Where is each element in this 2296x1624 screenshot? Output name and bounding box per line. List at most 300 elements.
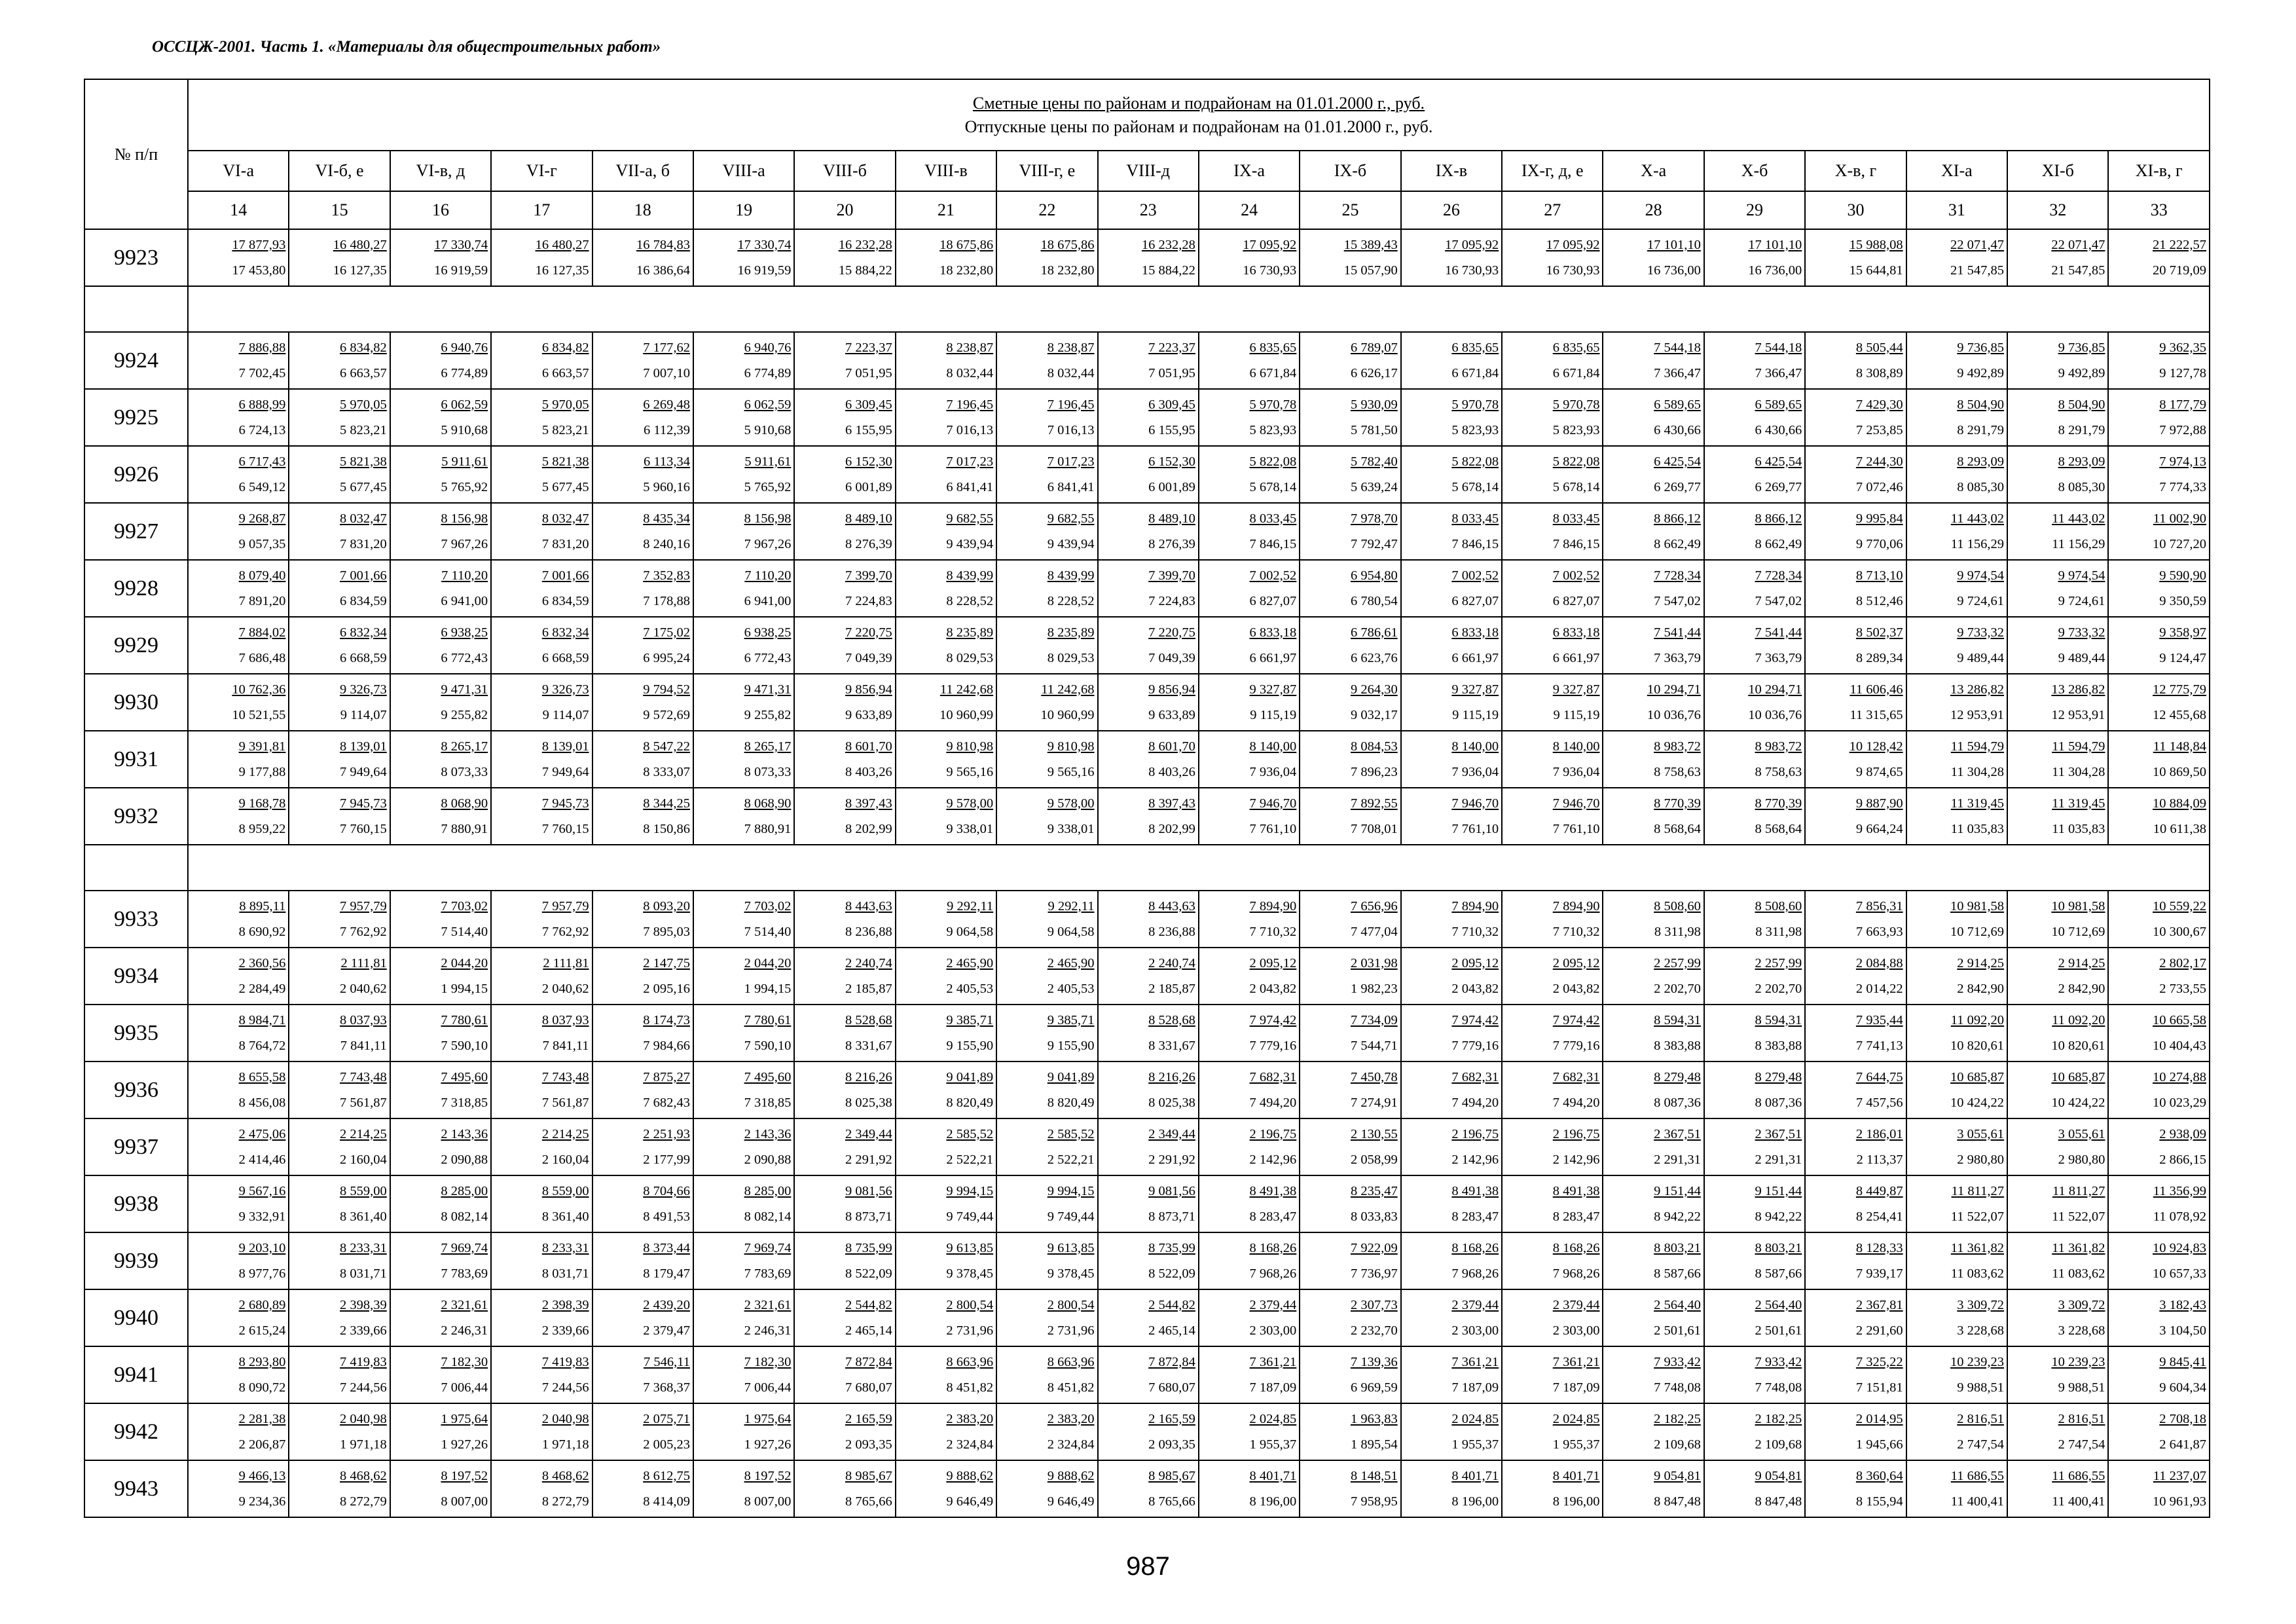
release-price: 10 424,22 [1950,1095,2005,1110]
price-cell [1098,948,1199,1005]
release-price: 9 646,49 [946,1494,994,1509]
estimated-price: 9 887,90 [1855,796,1903,811]
release-price: 2 291,31 [1654,1152,1701,1167]
release-price: 7 366,47 [1654,365,1701,380]
price-cell [896,1403,996,1460]
release-price: 7 967,26 [744,536,792,551]
price-cell [1906,229,2007,286]
release-price: 9 177,88 [238,764,286,779]
release-price: 7 072,46 [1855,479,1903,494]
price-cell [390,1346,491,1403]
estimated-price: 8 601,70 [1148,739,1195,754]
release-price: 7 936,04 [1451,764,1499,779]
estimated-price: 2 475,06 [238,1126,286,1141]
release-price: 16 386,64 [636,263,690,278]
release-price: 10 424,22 [2051,1095,2105,1110]
estimated-price: 2 544,82 [845,1297,892,1312]
price-cell [390,948,491,1005]
price-cell [188,891,289,948]
estimated-price: 10 762,36 [232,682,286,697]
estimated-price: 2 095,12 [1552,955,1600,970]
table-row [84,1118,2210,1175]
estimated-price: 5 821,38 [541,454,589,469]
release-price: 7 972,88 [2159,422,2206,437]
estimated-price: 6 789,07 [1350,340,1398,355]
release-price: 10 960,99 [1040,707,1095,722]
release-price: 8 179,47 [643,1266,690,1281]
estimated-price: 7 220,75 [845,625,892,640]
estimated-price: 8 439,99 [946,568,994,583]
estimated-price: 2 914,25 [1957,955,2005,970]
estimated-price: 6 834,82 [340,340,387,355]
price-cell [1502,948,1603,1005]
estimated-price: 8 148,51 [1350,1468,1398,1483]
estimated-price: 7 139,36 [1350,1354,1398,1369]
price-cell [289,560,390,617]
release-price: 6 430,66 [1755,422,1802,437]
estimated-price: 8 663,96 [946,1354,994,1369]
price-cell [390,1118,491,1175]
release-price: 8 587,66 [1654,1266,1701,1281]
release-price: 9 115,19 [1553,707,1600,722]
price-cell [2007,503,2108,560]
price-cell [2108,560,2210,617]
estimated-price: 9 794,52 [643,682,690,697]
release-price: 10 712,69 [1950,924,2005,939]
price-cell [1805,1346,1906,1403]
price-cell [1300,332,1400,389]
release-price: 5 823,93 [1249,422,1297,437]
price-cell [289,788,390,845]
estimated-price: 7 541,44 [1654,625,1701,640]
price-cell [1401,1061,1502,1118]
estimated-price: 6 940,76 [441,340,488,355]
estimated-price: 2 914,25 [2058,955,2105,970]
estimated-price: 8 594,31 [1755,1012,1802,1027]
estimated-price: 8 528,68 [1148,1012,1195,1027]
release-price: 15 884,22 [1141,263,1195,278]
price-cell [1098,389,1199,446]
release-price: 5 678,14 [1249,479,1297,494]
estimated-price: 8 401,71 [1451,1468,1499,1483]
release-price: 7 779,16 [1249,1038,1297,1053]
price-cell [390,229,491,286]
price-cell [1704,229,1805,286]
release-price: 8 403,26 [1148,764,1195,779]
estimated-price: 2 251,93 [643,1126,690,1141]
release-price: 2 142,96 [1249,1152,1297,1167]
estimated-price: 9 054,81 [1755,1468,1802,1483]
price-cell [1199,1061,1300,1118]
release-price: 2 303,00 [1552,1323,1600,1338]
release-price: 2 303,00 [1249,1323,1297,1338]
release-price: 9 664,24 [1855,821,1903,836]
release-price: 8 451,82 [946,1380,994,1395]
price-cell [794,1232,895,1289]
release-price: 7 477,04 [1350,924,1398,939]
price-cell [794,1403,895,1460]
column-number: 29 [1704,191,1805,229]
estimated-price: 5 911,61 [744,454,792,469]
release-price: 11 156,29 [2052,536,2105,551]
price-cell [1805,731,1906,788]
price-cell [1300,1460,1400,1517]
release-price: 10 611,38 [2153,821,2206,836]
estimated-price: 9 810,98 [1047,739,1095,754]
price-cell [2108,674,2210,731]
release-price: 9 724,61 [2058,593,2105,608]
estimated-price: 7 182,30 [441,1354,488,1369]
release-price: 2 113,37 [1856,1152,1903,1167]
estimated-price: 8 197,52 [744,1468,792,1483]
estimated-price: 9 856,94 [845,682,892,697]
price-cell [1199,332,1300,389]
price-cell [390,332,491,389]
estimated-price: 9 268,87 [238,511,286,526]
price-cell [1603,1061,1704,1118]
estimated-price: 7 872,84 [1148,1354,1195,1369]
estimated-price: 2 379,44 [1249,1297,1297,1312]
price-cell [996,674,1097,731]
estimated-price: 1 963,83 [1350,1411,1398,1426]
price-cell [896,503,996,560]
estimated-price: 11 594,79 [1950,739,2005,754]
price-cell [2007,731,2108,788]
release-price: 2 747,54 [1957,1437,2005,1452]
release-price: 6 155,95 [1148,422,1195,437]
price-cell [1098,891,1199,948]
estimated-price: 8 139,01 [340,739,387,754]
price-cell [1199,788,1300,845]
release-price: 10 036,76 [1647,707,1701,722]
estimated-price: 2 095,12 [1249,955,1297,970]
release-price: 2 465,14 [845,1323,892,1338]
release-price: 7 760,15 [541,821,589,836]
price-cell [1098,674,1199,731]
region-header: XI-а [1906,151,2007,191]
price-cell [1805,332,1906,389]
estimated-price: 8 140,00 [1451,739,1499,754]
estimated-price: 9 292,11 [947,898,994,913]
price-cell [188,1232,289,1289]
estimated-price: 7 933,42 [1654,1354,1701,1369]
estimated-price: 8 489,10 [1148,511,1195,526]
estimated-price: 8 285,00 [744,1183,792,1198]
release-price: 11 083,62 [2052,1266,2105,1281]
estimated-price: 2 281,38 [238,1411,286,1426]
release-price: 2 414,46 [238,1152,286,1167]
estimated-price: 2 383,20 [946,1411,994,1426]
estimated-price: 2 465,90 [1047,955,1095,970]
price-cell [491,731,592,788]
price-cell [289,1005,390,1061]
table-row [84,788,2210,845]
estimated-price: 10 981,58 [1950,898,2005,913]
release-price: 7 151,81 [1855,1380,1903,1395]
price-cell [1603,788,1704,845]
price-cell [1805,948,1906,1005]
price-cell [491,1403,592,1460]
release-price: 9 064,58 [946,924,994,939]
estimated-price: 7 001,66 [541,568,589,583]
price-cell [2007,1346,2108,1403]
row-number: 9934 [84,948,188,1005]
release-price: 8 276,39 [1148,536,1195,551]
price-cell [996,503,1097,560]
estimated-price: 6 425,54 [1654,454,1701,469]
release-price: 6 671,84 [1249,365,1297,380]
estimated-price: 9 327,87 [1249,682,1297,697]
price-cell [1300,891,1400,948]
release-price: 7 494,20 [1451,1095,1499,1110]
release-price: 7 049,39 [845,650,892,665]
release-price: 2 980,80 [1957,1152,2005,1167]
estimated-price: 8 293,09 [2058,454,2105,469]
price-cell [289,389,390,446]
price-cell [896,731,996,788]
release-price: 9 127,78 [2159,365,2206,380]
price-cell [390,389,491,446]
estimated-price: 8 504,90 [1957,397,2005,412]
release-price: 2 291,92 [1148,1152,1195,1167]
release-price: 10 820,61 [1950,1038,2005,1053]
price-cell [1603,891,1704,948]
release-price: 7 710,32 [1451,924,1499,939]
estimated-price: 17 095,92 [1243,237,1297,252]
price-cell [188,1289,289,1346]
release-price: 6 155,95 [845,422,892,437]
price-cell [1906,503,2007,560]
estimated-price: 6 062,59 [744,397,792,412]
price-cell [1704,891,1805,948]
price-cell [390,1289,491,1346]
estimated-price: 2 564,40 [1654,1297,1701,1312]
table-row [84,891,2210,948]
estimated-price: 9 613,85 [1047,1240,1095,1255]
price-cell [1199,1346,1300,1403]
estimated-price: 8 068,90 [744,796,792,811]
release-price: 6 112,39 [643,422,690,437]
price-cell [1603,229,1704,286]
estimated-price: 3 309,72 [2058,1297,2105,1312]
price-cell [592,229,693,286]
estimated-price: 2 379,44 [1451,1297,1499,1312]
release-price: 10 869,50 [2153,764,2206,779]
release-price: 7 016,13 [1047,422,1095,437]
price-cell [1805,617,1906,674]
row-number: 9926 [84,446,188,503]
price-cell [1805,1118,1906,1175]
estimated-price: 6 113,34 [643,454,690,469]
estimated-price: 9 326,73 [340,682,387,697]
estimated-price: 21 222,57 [2153,237,2206,252]
price-cell [1906,617,2007,674]
release-price: 16 919,59 [434,263,488,278]
estimated-price: 2 196,75 [1249,1126,1297,1141]
release-price: 2 339,66 [541,1323,589,1338]
price-cell [693,1232,794,1289]
estimated-price: 11 811,27 [2052,1183,2105,1198]
table-row [84,617,2210,674]
estimated-price: 7 182,30 [744,1354,792,1369]
price-cell [2108,1346,2210,1403]
estimated-price: 8 279,48 [1654,1069,1701,1084]
release-price: 8 283,47 [1451,1209,1499,1224]
release-price: 9 633,89 [1148,707,1195,722]
price-cell [188,948,289,1005]
price-cell [996,1289,1097,1346]
estimated-price: 8 401,71 [1249,1468,1297,1483]
release-price: 9 115,19 [1452,707,1499,722]
price-cell [996,1118,1097,1175]
release-price-header: Отпускные цены по районам и подрайонам на 01.01.2000 г., руб. [964,117,1433,136]
release-price: 2 177,99 [643,1152,690,1167]
release-price: 2 405,53 [1047,981,1095,996]
release-price: 8 873,71 [1148,1209,1195,1224]
page-number: 987 [1126,1552,1170,1581]
estimated-price: 8 293,09 [1957,454,2005,469]
release-price: 6 941,00 [744,593,792,608]
price-cell [1098,1460,1199,1517]
price-cell [592,788,693,845]
release-price: 7 494,20 [1552,1095,1600,1110]
estimated-price: 10 128,42 [1849,739,1903,754]
estimated-price: 5 782,40 [1350,454,1398,469]
release-price: 5 823,21 [541,422,589,437]
estimated-price: 8 502,37 [1855,625,1903,640]
release-price: 9 489,44 [1957,650,2005,665]
release-price: 7 792,47 [1350,536,1398,551]
price-cell [188,617,289,674]
release-price: 7 547,02 [1654,593,1701,608]
price-cell [1906,1232,2007,1289]
price-cell [2108,1232,2210,1289]
price-cell [693,446,794,503]
estimated-price: 9 466,13 [238,1468,286,1483]
region-header: VIII-г, е [996,151,1097,191]
release-price: 8 451,82 [1047,1380,1095,1395]
price-cell [1098,503,1199,560]
estimated-price: 6 062,59 [441,397,488,412]
release-price: 6 774,89 [744,365,792,380]
release-price: 8 196,00 [1249,1494,1297,1509]
release-price: 11 522,07 [2052,1209,2105,1224]
release-price: 7 318,85 [744,1095,792,1110]
release-price: 7 783,69 [744,1266,792,1281]
release-price: 7 831,20 [541,536,589,551]
price-cell [289,1460,390,1517]
price-cell [1502,1175,1603,1232]
release-price: 7 590,10 [441,1038,488,1053]
release-price: 9 057,35 [238,536,286,551]
estimated-price: 8 528,68 [845,1012,892,1027]
release-price: 8 568,64 [1654,821,1701,836]
estimated-price: 6 717,43 [238,454,286,469]
estimated-price: 11 092,20 [2052,1012,2105,1027]
price-cell [188,1403,289,1460]
price-cell [1401,1005,1502,1061]
estimated-price: 9 081,56 [1148,1183,1195,1198]
price-cell [693,1403,794,1460]
release-price: 7 494,20 [1249,1095,1297,1110]
release-price: 9 032,17 [1350,707,1398,722]
main-header-row [84,79,2210,151]
price-cell [289,731,390,788]
price-cell [491,1460,592,1517]
release-price: 5 677,45 [541,479,589,494]
estimated-price: 2 214,25 [541,1126,589,1141]
release-price: 9 155,90 [1047,1038,1095,1053]
release-price: 7 779,16 [1552,1038,1600,1053]
estimated-price: 10 924,83 [2153,1240,2206,1255]
estimated-price: 6 888,99 [238,397,286,412]
price-cell [996,617,1097,674]
price-cell [2007,560,2108,617]
estimated-price: 7 872,84 [845,1354,892,1369]
price-cell [1199,446,1300,503]
region-header: VI-г [491,151,592,191]
price-cell [794,1005,895,1061]
price-cell [289,229,390,286]
price-cell [1401,1118,1502,1175]
table-row [84,731,2210,788]
column-number-row [84,191,2210,229]
price-cell [693,332,794,389]
release-price: 5 823,21 [340,422,387,437]
release-price: 8 029,53 [946,650,994,665]
release-price: 2 206,87 [238,1437,286,1452]
price-cell [1906,788,2007,845]
price-cell [1502,1061,1603,1118]
price-cell [996,1460,1097,1517]
release-price: 8 414,09 [643,1494,690,1509]
release-price: 6 663,57 [541,365,589,380]
release-price: 2 291,31 [1755,1152,1802,1167]
estimated-price: 5 822,08 [1552,454,1600,469]
release-price: 8 333,07 [643,764,690,779]
estimated-price: 8 128,33 [1855,1240,1903,1255]
column-number: 30 [1805,191,1906,229]
estimated-price: 7 682,31 [1451,1069,1499,1084]
price-cell [1098,560,1199,617]
region-header: VIII-д [1098,151,1199,191]
estimated-price: 2 398,39 [541,1297,589,1312]
estimated-price: 6 940,76 [744,340,792,355]
release-price: 7 958,95 [1350,1494,1398,1509]
price-cell [1805,389,1906,446]
release-price: 7 368,37 [643,1380,690,1395]
estimated-price: 12 775,79 [2153,682,2206,697]
estimated-price: 9 994,15 [946,1183,994,1198]
release-price: 9 114,07 [542,707,589,722]
price-cell [2108,332,2210,389]
release-price: 8 007,00 [441,1494,488,1509]
price-cell [1401,891,1502,948]
estimated-price: 11 361,82 [2052,1240,2105,1255]
estimated-price: 8 439,99 [1047,568,1095,583]
estimated-price: 9 845,41 [2159,1354,2206,1369]
release-price: 8 236,88 [845,924,892,939]
price-cell [1502,1232,1603,1289]
release-price: 6 001,89 [845,479,892,494]
estimated-price: 9 995,84 [1855,511,1903,526]
release-price: 11 035,83 [1950,821,2005,836]
price-cell [794,1061,895,1118]
price-cell [1704,1403,1805,1460]
estimated-price: 2 240,74 [1148,955,1195,970]
release-price: 8 272,79 [340,1494,387,1509]
estimated-price: 8 491,38 [1249,1183,1297,1198]
